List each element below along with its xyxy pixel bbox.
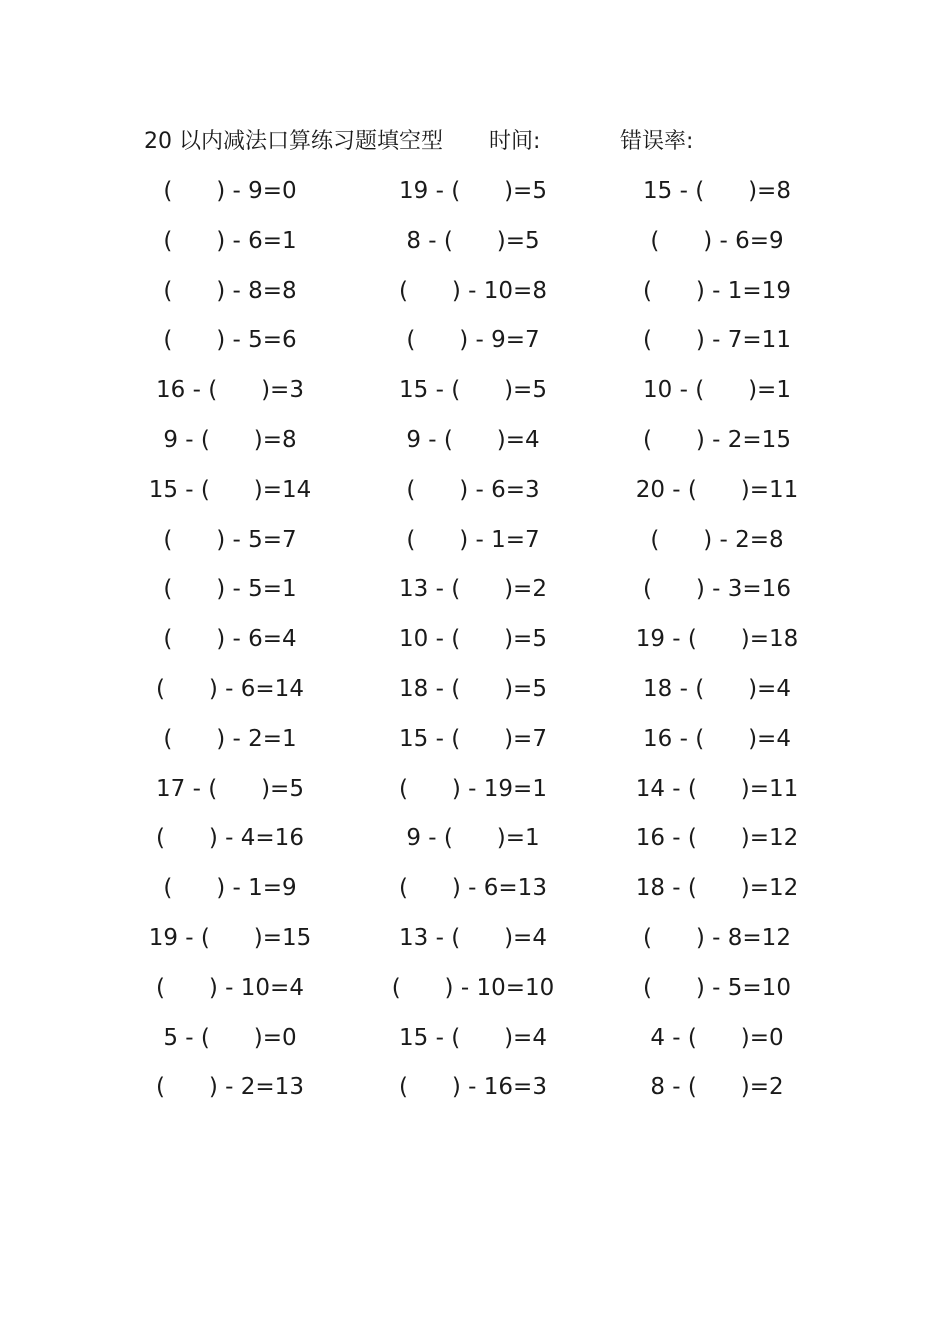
- problem-item: ( ) - 5=10: [643, 974, 791, 1001]
- problem-item: ( ) - 4=16: [156, 825, 304, 852]
- problem-item: 9 - ( )=1: [406, 825, 540, 852]
- problem-item: 8 - ( )=2: [650, 1074, 784, 1101]
- problem-item: ( ) - 5=6: [163, 327, 297, 354]
- problem-item: ( ) - 6=4: [163, 626, 297, 653]
- problem-item: 10 - ( )=5: [399, 626, 547, 653]
- problem-item: ( ) - 3=16: [643, 576, 791, 603]
- problem-item: 19 - ( )=15: [148, 924, 312, 951]
- time-label: 时间:: [489, 129, 541, 154]
- worksheet-header: [144, 124, 844, 160]
- problem-item: 16 - ( )=12: [635, 825, 799, 852]
- problem-item: ( ) - 2=1: [163, 725, 297, 752]
- problem-item: ( ) - 6=9: [650, 227, 784, 254]
- problem-item: ( ) - 8=8: [163, 277, 297, 304]
- problem-item: ( ) - 1=9: [163, 875, 297, 902]
- problem-item: ( ) - 6=3: [406, 476, 540, 503]
- problem-item: 18 - ( )=12: [635, 875, 799, 902]
- problem-item: ( ) - 16=3: [399, 1074, 547, 1101]
- problem-column-2: [373, 173, 573, 1119]
- problem-item: ( ) - 6=1: [163, 227, 297, 254]
- problem-item: 17 - ( )=5: [156, 775, 304, 802]
- problem-item: 19 - ( )=18: [635, 626, 799, 653]
- problem-column-1: [130, 173, 330, 1119]
- problem-item: ( ) - 5=1: [163, 576, 297, 603]
- problem-item: 15 - ( )=14: [148, 476, 312, 503]
- problem-item: ( ) - 2=13: [156, 1074, 304, 1101]
- problem-item: ( ) - 6=13: [399, 875, 547, 902]
- problem-item: 13 - ( )=4: [399, 924, 547, 951]
- problem-item: 9 - ( )=4: [406, 426, 540, 453]
- problem-item: 15 - ( )=4: [399, 1024, 547, 1051]
- problem-item: 10 - ( )=1: [643, 377, 791, 404]
- problem-column-3: [617, 173, 817, 1119]
- problem-item: ( ) - 2=8: [650, 526, 784, 553]
- problem-item: 20 - ( )=11: [635, 476, 799, 503]
- problem-item: ( ) - 10=8: [399, 277, 547, 304]
- problem-item: ( ) - 10=4: [156, 974, 304, 1001]
- problem-item: 19 - ( )=5: [399, 178, 547, 204]
- problem-item: 15 - ( )=7: [399, 725, 547, 752]
- problem-item: 13 - ( )=2: [399, 576, 547, 603]
- problem-item: ( ) - 19=1: [399, 775, 547, 802]
- problem-item: ( ) - 9=0: [163, 178, 297, 204]
- problem-item: ( ) - 7=11: [643, 327, 791, 354]
- problem-item: 14 - ( )=11: [635, 775, 799, 802]
- problem-item: ( ) - 1=7: [406, 526, 540, 553]
- problem-item: 18 - ( )=4: [643, 675, 791, 702]
- problem-item: 9 - ( )=8: [163, 426, 297, 453]
- problem-item: ( ) - 9=7: [406, 327, 540, 354]
- problem-item: 15 - ( )=8: [643, 178, 791, 204]
- problem-item: 8 - ( )=5: [406, 227, 540, 254]
- problem-item: 18 - ( )=5: [399, 675, 547, 702]
- problem-item: 16 - ( )=3: [156, 377, 304, 404]
- problem-item: ( ) - 1=19: [643, 277, 791, 304]
- problem-item: ( ) - 8=12: [643, 924, 791, 951]
- problem-item: ( ) - 5=7: [163, 526, 297, 553]
- problem-item: 4 - ( )=0: [650, 1024, 784, 1051]
- problem-item: 16 - ( )=4: [643, 725, 791, 752]
- problem-item: ( ) - 2=15: [643, 426, 791, 453]
- error-rate-label: 错误率:: [620, 129, 694, 154]
- worksheet-title: 20 以内减法口算练习题填空型: [144, 129, 443, 154]
- problem-item: ( ) - 10=10: [391, 974, 555, 1001]
- problem-item: 5 - ( )=0: [163, 1024, 297, 1051]
- problem-item: 15 - ( )=5: [399, 377, 547, 404]
- problem-item: ( ) - 6=14: [156, 675, 304, 702]
